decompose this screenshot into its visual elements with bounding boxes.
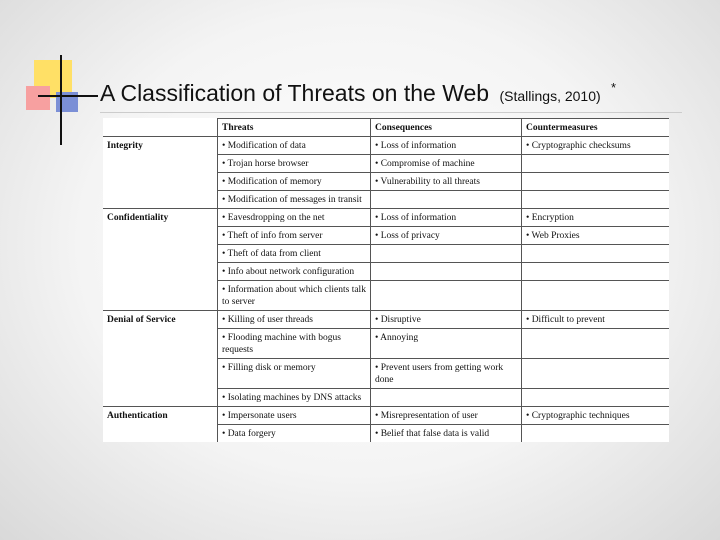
row-category	[103, 245, 218, 263]
row-countermeasure: • Cryptographic techniques	[522, 407, 670, 425]
row-countermeasure	[522, 173, 670, 191]
row-consequence: • Misrepresentation of user	[371, 407, 522, 425]
row-countermeasure	[522, 359, 670, 389]
table-row	[103, 407, 669, 425]
row-threat: • Trojan horse browser	[218, 155, 371, 173]
row-countermeasure: • Difficult to prevent	[522, 311, 670, 329]
row-consequence: • Loss of information	[371, 209, 522, 227]
table-body	[103, 137, 669, 443]
row-category	[103, 227, 218, 245]
row-consequence: • Prevent users from getting work done	[371, 359, 522, 389]
row-consequence	[371, 263, 522, 281]
row-countermeasure	[522, 389, 670, 407]
row-consequence: • Compromise of machine	[371, 155, 522, 173]
row-countermeasure	[522, 245, 670, 263]
table-row	[103, 311, 669, 329]
table-row	[103, 155, 669, 173]
row-countermeasure: • Cryptographic checksums	[522, 137, 670, 155]
row-countermeasure	[522, 281, 670, 311]
header-threats: Threats	[218, 119, 371, 137]
table-row	[103, 263, 669, 281]
row-consequence	[371, 245, 522, 263]
row-category: Confidentiality	[103, 209, 218, 227]
slide-title	[100, 80, 616, 107]
table-row	[103, 281, 669, 311]
row-threat: • Isolating machines by DNS attacks	[218, 389, 371, 407]
decor-horizontal-line	[38, 95, 98, 97]
row-consequence: • Loss of privacy	[371, 227, 522, 245]
row-threat: • Modification of messages in transit	[218, 191, 371, 209]
row-consequence: • Vulnerability to all threats	[371, 173, 522, 191]
row-threat: • Killing of user threads	[218, 311, 371, 329]
row-threat: • Information about which clients talk to server	[218, 281, 371, 311]
table-row	[103, 191, 669, 209]
row-consequence	[371, 191, 522, 209]
row-threat: • Modification of data	[218, 137, 371, 155]
row-countermeasure: • Encryption	[522, 209, 670, 227]
row-threat: • Eavesdropping on the net	[218, 209, 371, 227]
row-countermeasure	[522, 329, 670, 359]
row-category	[103, 263, 218, 281]
header-countermeasures: Countermeasures	[522, 119, 670, 137]
threats-table	[103, 118, 669, 442]
row-consequence: • Loss of information	[371, 137, 522, 155]
row-countermeasure	[522, 263, 670, 281]
row-threat: • Theft of info from server	[218, 227, 371, 245]
table-header-row	[103, 119, 669, 137]
row-category	[103, 389, 218, 407]
decor-red-square	[26, 86, 50, 110]
row-countermeasure	[522, 191, 670, 209]
table-row	[103, 245, 669, 263]
row-threat: • Impersonate users	[218, 407, 371, 425]
row-consequence: • Belief that false data is valid	[371, 425, 522, 443]
row-category: Integrity	[103, 137, 218, 155]
row-consequence: • Disruptive	[371, 311, 522, 329]
table-row	[103, 227, 669, 245]
title-underline	[100, 112, 682, 113]
row-category	[103, 155, 218, 173]
row-countermeasure	[522, 425, 670, 443]
table-row	[103, 329, 669, 359]
row-threat: • Info about network configuration	[218, 263, 371, 281]
title-citation: (Stallings, 2010)	[499, 88, 601, 104]
header-consequences: Consequences	[371, 119, 522, 137]
row-countermeasure: • Web Proxies	[522, 227, 670, 245]
row-category	[103, 281, 218, 311]
table-row	[103, 209, 669, 227]
table-row	[103, 137, 669, 155]
row-threat: • Flooding machine with bogus requests	[218, 329, 371, 359]
title-text: A Classification of Threats on the Web	[100, 80, 490, 106]
row-category	[103, 329, 218, 359]
table-row	[103, 389, 669, 407]
row-consequence: • Annoying	[371, 329, 522, 359]
table-row	[103, 173, 669, 191]
row-category	[103, 173, 218, 191]
row-category	[103, 191, 218, 209]
table-row	[103, 359, 669, 389]
row-category: Authentication	[103, 407, 218, 425]
row-threat: • Filling disk or memory	[218, 359, 371, 389]
row-threat: • Data forgery	[218, 425, 371, 443]
row-threat: • Modification of memory	[218, 173, 371, 191]
row-category: Denial of Service	[103, 311, 218, 329]
row-countermeasure	[522, 155, 670, 173]
header-category	[103, 119, 218, 137]
row-consequence	[371, 281, 522, 311]
footnote-mark: *	[611, 80, 617, 96]
decor-vertical-line	[60, 55, 62, 145]
table-row	[103, 425, 669, 443]
row-consequence	[371, 389, 522, 407]
row-category	[103, 425, 218, 443]
row-threat: • Theft of data from client	[218, 245, 371, 263]
row-category	[103, 359, 218, 389]
